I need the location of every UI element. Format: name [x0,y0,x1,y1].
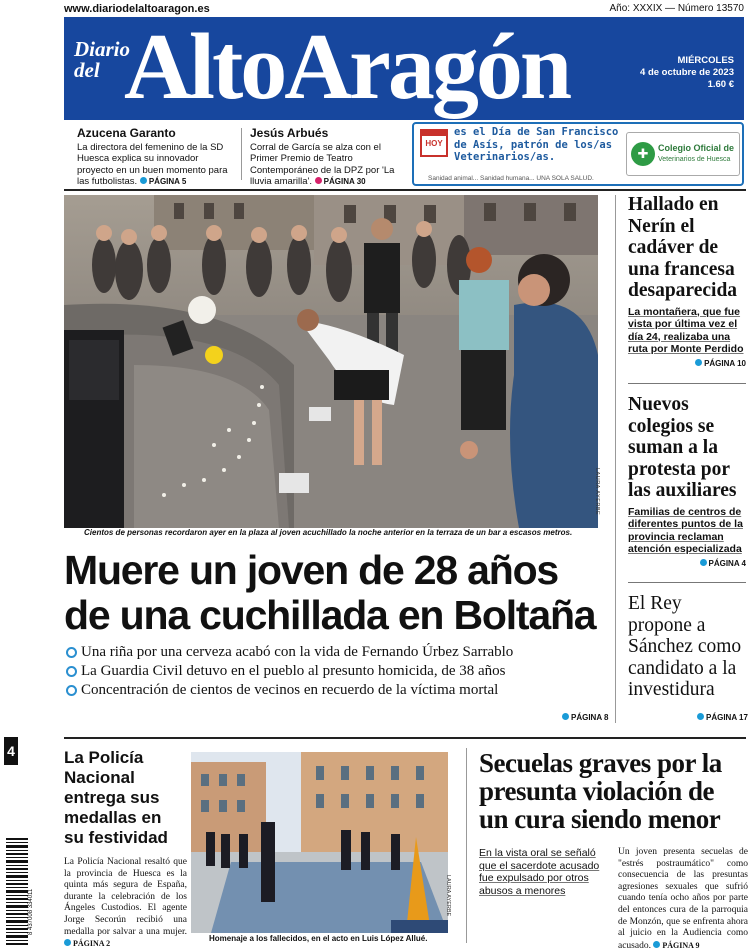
story-title: El Rey propone a Sánchez como candidato a la investidura [628,593,742,700]
ceremony-illustration [191,752,448,933]
police-photo[interactable] [191,752,448,933]
story-sub: Familias de centros de diferentes puntos de la provincia reclaman atención especializada [628,505,743,555]
section-divider [64,737,746,739]
masthead-logo: AltoAragón [124,15,570,119]
ad-text: es el Día de San Francisco de Asís, patrón de los/as Veterinarios/as. [454,126,619,163]
teaser-title: Jesús Arbués [250,126,329,140]
caduceus-icon: ✚ [631,142,655,166]
story-title: Nuevos colegios se suman a la protesta por las auxiliares [628,394,737,501]
photo-credit: LAURA AYERBE [594,468,600,516]
story-rey[interactable] [628,593,746,701]
teaser-arbues[interactable] [250,128,405,188]
story-nerin[interactable] [628,194,746,368]
page-ref[interactable]: PÁGINA 2 [64,939,110,948]
vigil-illustration [64,195,598,528]
colegio-name: Colegio Oficial de Veterinarios de Huesca [658,143,735,163]
colegio-logo-box [626,132,740,176]
calendar-icon: HOY [420,129,448,157]
page-ref[interactable]: PÁGINA 17 [697,713,748,722]
divider [628,383,746,384]
vet-ad[interactable] [412,122,744,186]
photo-caption: Cientos de personas recordaron ayer en la plaza al joven acuchillado la noche anterior en la terraza de un bar a escasos metros. [84,528,573,537]
page-ref[interactable]: PÁGINA 30 [315,177,366,186]
police-body: La Policía Nacional resaltó que la provincia de Huesca es la quinta más segura de España, durante la celebración de los Ángeles Custodios. El agente Jorge Secorún recibió una medalla por salvar a una mujer. PÁGINA 2 [64,857,187,949]
teaser-body: Corral de García se alza con el Primer Premio de Teatro Contemporáneo de la DPZ por 'La lluvia amarilla'. [250,141,395,187]
police-headline[interactable]: La Policía Nacional entrega sus medallas en su festividad [64,748,168,847]
main-headline[interactable]: Muere un joven de 28 años de una cuchillada en Boltaña [64,547,596,638]
section-number: 4 [4,737,18,765]
column-divider [466,748,467,943]
page-ref[interactable]: PÁGINA 4 [628,559,746,568]
masthead-date [640,55,734,91]
cura-headline[interactable]: Secuelas graves por la presunta violación de un cura siendo menor [479,748,722,834]
photo-credit: LAURA AYERBE [445,875,451,917]
weekday: MIÉRCOLES [677,55,734,66]
page-ref[interactable]: PÁGINA 9 [653,941,699,949]
masthead-diario: Diario del [74,37,131,82]
barcode-number: 8 437008 334011 [28,888,34,935]
page-ref[interactable]: PÁGINA 5 [140,177,187,186]
section-divider [64,189,746,191]
website-link[interactable]: www.diariodelaltoaragon.es [64,3,210,15]
bullet-item: Una riña por una cerveza acabó con la vida de Fernando Úrbez Sarrablo [64,643,612,662]
photo-caption: Homenaje a los fallecidos, en el acto en Luis López Allué. [209,934,428,943]
main-bullets [64,643,612,700]
teaser-title: Azucena Garanto [77,126,176,140]
price: 1.60 € [707,79,734,90]
divider [241,128,242,180]
cura-body: Un joven presenta secuelas de "estrés postraumático" como consecuencia de las presuntas agresiones sexuales que sufrió cuando tenía ocho años por parte del entonces cura de la parroquia de Monzón, que se enfrenta ahora al juicio en la Audiencia como acusado. PÁGINA 9 [618,847,748,949]
story-colegios[interactable] [628,394,746,568]
page-ref[interactable]: PÁGINA 10 [628,359,746,368]
barcode [6,838,28,946]
masthead[interactable] [64,17,744,120]
date: 4 de octubre de 2023 [640,67,734,78]
divider [628,582,746,583]
page-ref[interactable]: PÁGINA 8 [562,713,609,722]
teaser-body: La directora del femenino de la SD Huesca explica su innovador proyecto en un buen momento para las futbolistas. [77,141,228,187]
teaser-garanto[interactable] [77,128,237,188]
story-title: Hallado en Nerín el cadáver de una francesa desaparecida [628,194,738,301]
issue-number: Año: XXXIX — Número 13570 [609,3,744,14]
story-sub: La montañera, que fue vista por última vez el día 24, realizaba una ruta por Monte Perdido [628,305,744,355]
ad-subtext: Sanidad animal... Sanidad humana... UNA SOLA SALUD. [428,175,594,182]
bullet-item: Concentración de cientos de vecinos en recuerdo de la víctima mortal [64,681,612,700]
bullet-item: La Guardia Civil detuvo en el pueblo al presunto homicida, de 38 años [64,662,612,681]
cura-sub: En la vista oral se señaló que el sacerdote acusado fue expulsado por otros abusos a menores [479,847,600,897]
main-photo[interactable] [64,195,598,528]
column-divider [615,195,616,723]
